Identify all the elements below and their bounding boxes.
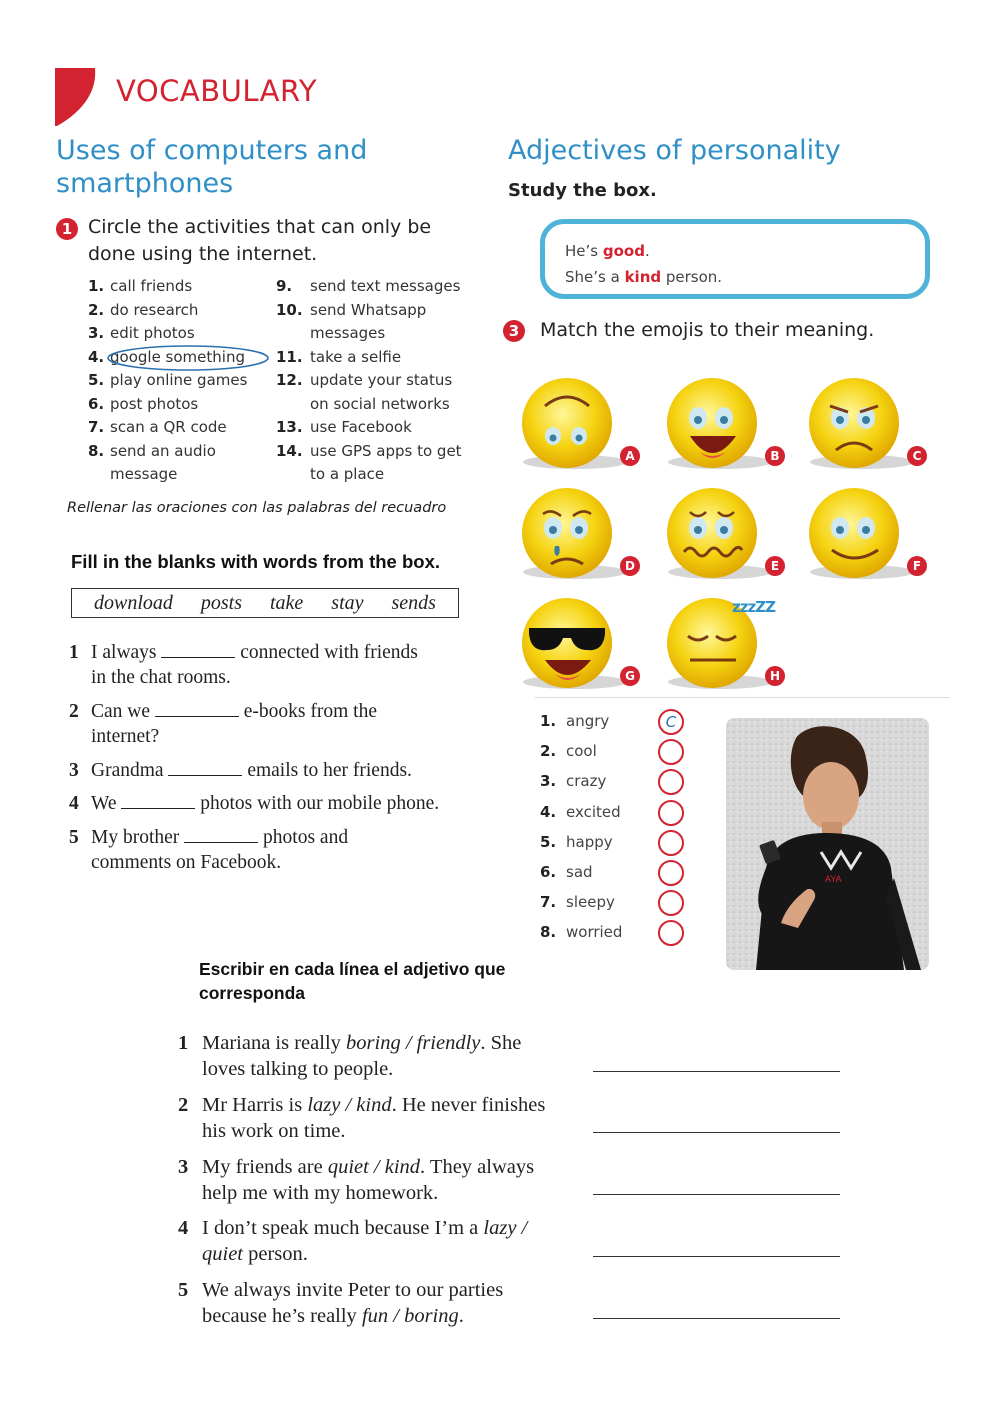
activity-item: 5. play online games	[88, 371, 248, 389]
activity-item: 1. call friends	[88, 277, 193, 295]
fill-blank[interactable]	[161, 641, 235, 658]
fill-blank[interactable]	[168, 759, 242, 776]
emoji-f	[802, 488, 932, 583]
answer-circle[interactable]	[658, 860, 684, 886]
adjective-sentence: 1 Mariana is really boring / friendly. She loves talking to people.	[178, 1032, 522, 1080]
answer-circle[interactable]	[658, 769, 684, 795]
fill-sentence: 1 I always connected with friends in the chat rooms.	[69, 642, 418, 688]
fill-sentence: 3 Grandma emails to her friends.	[69, 760, 412, 781]
activity-item: 2. do research	[88, 300, 199, 319]
answer-line[interactable]	[593, 1318, 840, 1319]
exercise-3-number: 3	[503, 320, 525, 342]
activity-item: 7. scan a QR code	[88, 418, 227, 436]
bottom-sentences	[178, 1030, 598, 1339]
emoji-letter-badge: C	[907, 446, 927, 466]
emoji-letter-badge: G	[620, 666, 640, 686]
adjective-item: 6. sad	[540, 863, 593, 882]
sleep-zzz: zzzZZ	[732, 598, 775, 616]
adjective-item: 7. sleepy	[540, 893, 615, 912]
activity-item: 8. send an audio	[88, 441, 216, 460]
spanish-note: Rellenar las oraciones con las palabras del recuadro	[67, 500, 447, 516]
activity-item: 9. send text messages	[276, 277, 461, 295]
word-box-word: posts	[200, 591, 242, 614]
fill-blank[interactable]	[121, 792, 195, 809]
adjective-item: 5. happy	[540, 832, 613, 851]
bottom-instruction: Escribir en cada línea el adjetivo que corresponda	[199, 959, 506, 1003]
word-box-word: sends	[391, 591, 436, 614]
word-box-word: take	[269, 591, 304, 614]
answer-circle[interactable]	[658, 709, 684, 735]
study-line-1: He’s good.	[565, 242, 650, 260]
adjective-item: 4. excited	[540, 802, 621, 821]
activity-item: on social networks	[310, 394, 450, 413]
answer-line[interactable]	[593, 1256, 840, 1257]
activity-item: 14. use GPS apps to get	[276, 441, 462, 460]
answer-circle-google	[106, 344, 270, 372]
emoji-d	[515, 488, 645, 583]
emoji-letter-badge: A	[620, 446, 640, 466]
activities-column-1	[88, 275, 278, 487]
activity-item: to a place	[310, 465, 385, 483]
study-label: Study the box.	[508, 180, 657, 201]
emoji-e	[660, 488, 790, 583]
adjective-item: 2. cool	[540, 742, 597, 761]
answer-circle[interactable]	[658, 920, 684, 946]
fill-sentence: 2 Can we e-books from the internet?	[69, 701, 377, 747]
adjective-sentence: 3 My friends are quiet / kind. They always help me with my homework.	[178, 1155, 535, 1204]
emoji-letter-badge: E	[765, 556, 785, 576]
activity-item: 3. edit photos	[88, 324, 195, 342]
adjective-item: 3. crazy	[540, 772, 607, 791]
adjectives-list	[540, 706, 622, 948]
exercise-3-instruction: Match the emojis to their meaning.	[540, 319, 875, 341]
shirt-logo-text: AYA	[825, 874, 842, 884]
activity-item: 6. post photos	[88, 394, 199, 413]
fill-sentence: 5 My brother photos and comments on Facebook.	[69, 827, 349, 873]
adjective-sentence: 5 We always invite Peter to our parties because he’s really fun / boring.	[178, 1279, 504, 1328]
word-box-word: stay	[331, 591, 364, 614]
answer-letter: C	[665, 713, 677, 731]
boy-photo	[726, 718, 929, 970]
exercise-1-number: 1	[56, 218, 78, 240]
fill-blank[interactable]	[155, 700, 239, 717]
activity-item: 12. update your status	[276, 371, 453, 389]
answer-line[interactable]	[593, 1071, 840, 1072]
divider	[535, 697, 950, 698]
answer-line[interactable]	[593, 1132, 840, 1133]
activities-column-2	[276, 275, 486, 487]
section-title-adjectives: Adjectives of personality	[508, 135, 841, 166]
vocabulary-title: VOCABULARY	[116, 74, 318, 108]
emoji-a	[515, 378, 645, 473]
section-title-computers: Uses of computers and smartphones	[56, 135, 368, 199]
answer-circle[interactable]	[658, 800, 684, 826]
activity-item: message	[110, 465, 178, 483]
emoji-letter-badge: D	[620, 556, 640, 576]
emoji-letter-badge: H	[765, 666, 785, 686]
vocabulary-flag-icon	[55, 68, 97, 126]
emoji-letter-badge: B	[765, 446, 785, 466]
emoji-b	[660, 378, 790, 473]
answer-line[interactable]	[593, 1194, 840, 1195]
exercise-1-instruction: Circle the activities that can only be done using the internet.	[88, 216, 432, 265]
study-line-2: She’s a kind person.	[565, 268, 723, 286]
fill-sentence: 4 We photos with our mobile phone.	[69, 793, 440, 814]
study-box	[540, 219, 930, 299]
activity-item: 4. google something	[88, 347, 245, 366]
adjective-sentence: 2 Mr Harris is lazy / kind. He never finishes his work on time.	[178, 1093, 546, 1142]
word-box	[71, 588, 459, 618]
emoji-h	[660, 598, 790, 693]
activity-item: messages	[310, 324, 386, 342]
emoji-g	[515, 598, 645, 693]
adjective-sentence: 4 I don’t speak much because I’m a lazy / quiet person.	[178, 1217, 528, 1266]
fill-blank[interactable]	[184, 826, 258, 843]
activity-item: 13. use Facebook	[276, 418, 412, 436]
activity-item: 11. take a selfie	[276, 347, 402, 366]
emoji-letter-badge: F	[907, 556, 927, 576]
adjective-item: 1. angry	[540, 712, 610, 730]
fill-blanks-title: Fill in the blanks with words from the box.	[71, 551, 440, 572]
adjective-item: 8. worried	[540, 923, 623, 942]
fill-sentences	[69, 640, 469, 875]
answer-circle[interactable]	[658, 830, 684, 856]
answer-circle[interactable]	[658, 739, 684, 765]
answer-circle[interactable]	[658, 890, 684, 916]
activity-item: 10. send Whatsapp	[276, 300, 427, 319]
emoji-c	[802, 378, 932, 473]
word-box-word: download	[93, 591, 173, 614]
